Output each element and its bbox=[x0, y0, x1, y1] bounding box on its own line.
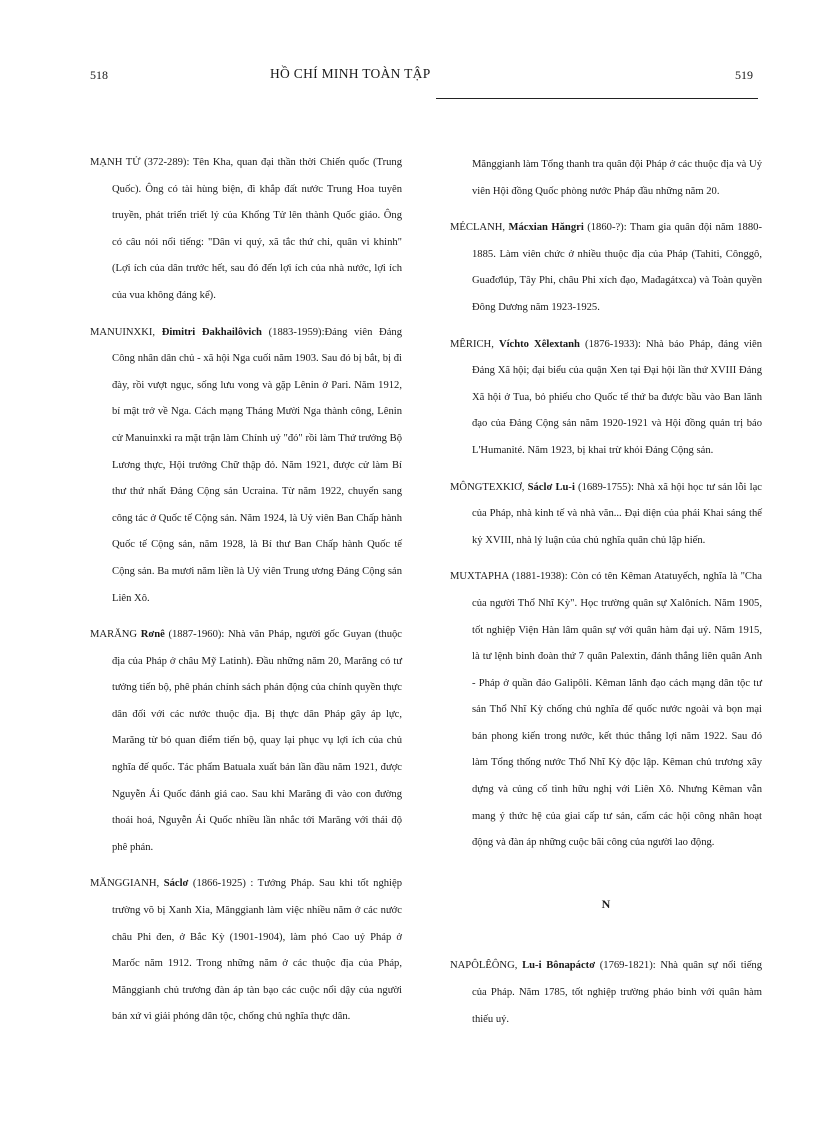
entry-marang bbox=[90, 622, 402, 861]
entry-manh-tu bbox=[90, 150, 402, 310]
book-title: HỒ CHÍ MINH TOÀN TẬP bbox=[270, 66, 431, 81]
left-column bbox=[90, 150, 402, 1041]
entry-manuinxki bbox=[90, 320, 402, 613]
entry-headword: NAPÔLÊÔNG, bbox=[450, 960, 518, 972]
entry-text: (1769-1821): Nhà quân sự nổi tiếng của Pháp. Năm 1785, tốt nghiệp trường pháo binh với quân hàm thiếu uý. bbox=[472, 960, 762, 1025]
entry-alt-name: Rơnê bbox=[140, 629, 165, 641]
entry-alt-name: Sáclơ bbox=[163, 878, 189, 890]
entry-headword: MẠNH TỬ bbox=[90, 157, 141, 168]
entry-text: (1876-1933): Nhà báo Pháp, đảng viên Đảng Xã hội; đại biểu của quận Xen tại Đại hội lần thứ XVIII Đảng Xã hội ở Tua, bỏ phiếu cho Quốc tế thứ ba được bầu vào Ban lãnh đạo của Đảng Cộng sản năm 1920-1921 và Hội đồng quản trị báo L'Humanité. Năm 1923, bị khai trừ khỏi Đảng Cộng sản. bbox=[472, 338, 762, 456]
entry-alt-name: Víchto Xêlextanh bbox=[498, 338, 580, 350]
entry-text: (1883-1959):Đảng viên Đảng Công nhân dân chủ - xã hội Nga cuối năm 1903. Sau đó bị bắt, bị đi đày, rồi vượt ngục, sống lưu vong và gặp Lênin ở Pari. Năm 1912, bí mật trở về Nga. Cách mạng Tháng Mười Nga thành công, Lênin cử Manuinxki ra mặt trận làm Chính uỷ "đỏ" rồi làm Thứ trưởng Bộ Lương thực, Hội trưởng Chữ thập đỏ. Năm 1921, được cử làm Bí thư thứ nhất Đảng Cộng sản Ucraina. Từ năm 1922, chuyển sang công tác ở Quốc tế Cộng sản. Năm 1924, là Uỷ viên Ban Chấp hành Quốc tế Cộng sản, năm 1928, là Bí thư Ban Chấp hành Quốc tế Cộng sản. Ba mươi năm liền là Uỷ viên Trung ương Đảng Cộng sản Liên Xô. bbox=[112, 326, 402, 604]
entry-mongtexkio bbox=[450, 475, 762, 555]
entry-text: (1866-1925) : Tướng Pháp. Sau khi tốt nghiệp trường võ bị Xanh Xia, Mănggianh làm việc nhiều năm ở các nước châu Phi đen, ở Bắc Kỳ (1901-1904), làm phó Cao uỷ Pháp ở Marốc năm 1912. Trong những năm ở các thuộc địa của Pháp, Mănggianh chủ trương đàn áp tàn bạo các cuộc nổi dậy của người bản xứ vì giải phóng dân tộc, chống chủ nghĩa thực dân. bbox=[112, 878, 402, 1023]
entry-meclanh bbox=[450, 215, 762, 321]
entry-headword: MÉCLANH, bbox=[450, 222, 506, 234]
entry-headword: MARĂNG bbox=[90, 629, 138, 641]
left-page-number: 518 bbox=[90, 68, 108, 82]
entry-headword: MANUINXKI, bbox=[90, 326, 156, 338]
entry-headword: MÔNGTEXKIƠ, bbox=[450, 481, 525, 493]
entry-alt-name: Lu-i Bônapáctơ bbox=[522, 960, 596, 972]
entry-merich bbox=[450, 332, 762, 465]
entry-text: (1860-?): Tham gia quân đội năm 1880-1885. Làm viên chức ở nhiều thuộc địa của Pháp (Tahiti, Cônggô, Guađơlúp, Tây Phi, châu Phi xích đạo, Mađagátxca) và Toàn quyền Đông Dương năm 1923-1925. bbox=[472, 222, 762, 313]
entry-text: (1689-1755): Nhà xã hội học tư sản lỗi lạc của Pháp, nhà kinh tế và nhà văn... Đại diện của phái Khai sáng thế kỷ XVIII, nhà lý luận của chủ nghĩa quân chủ lập hiến. bbox=[472, 481, 762, 546]
page-header bbox=[0, 66, 816, 90]
entry-headword: MĂNGGIANH, bbox=[90, 878, 160, 890]
entry-alt-name: Mácxian Hăngri bbox=[508, 222, 584, 234]
entry-headword: MUXTAPHA bbox=[450, 571, 509, 583]
entry-continuation: Mănggianh làm Tổng thanh tra quân đội Pháp ở các thuộc địa và Uỷ viên Hội đồng Quốc phòng nước Pháp đầu những năm 20. bbox=[472, 159, 762, 197]
header-rule bbox=[436, 98, 758, 99]
entry-alt-name: Sáclơ Lu-i bbox=[527, 481, 575, 493]
entry-text: (1887-1960): Nhà văn Pháp, người gốc Guyan (thuộc địa của Pháp ở châu Mỹ Latinh). Đầu những năm 20, Marăng có tư tưởng tiến bộ, phê phán chính sách phản động của chính quyền thực dân đối với các nước thuộc địa. Bị thực dân Pháp gây áp lực, Marăng từ bỏ quan điểm tiến bộ, quay lại phục vụ lợi ích của chủ nghĩa đế quốc. Tác phẩm Batuala xuất bản lần đầu năm 1921, được Nguyễn Ái Quốc đánh giá cao. Sau khi Marăng đi vào con đường thoái hoá, Nguyễn Ái Quốc nhiều lần nhắc tới Marăng với thái độ phê phán. bbox=[112, 629, 402, 853]
entry-text: (372-289): Tên Kha, quan đại thần thời Chiến quốc (Trung Quốc). Ông có tài hùng biện, đi khắp đất nước Trung Hoa tuyên truyền, phát triển triết lý của Khổng Tử lên thành Quốc giáo. Ông có câu nói nổi tiếng: "Dân vi quý, xã tắc thứ chi, quân vi khinh" (Lợi ích của dân trước hết, sau đó đến lợi ích của nhà nước, lợi ích của vua không đáng kể). bbox=[112, 157, 402, 301]
entry-muxtapha bbox=[450, 564, 762, 857]
right-column bbox=[450, 150, 762, 1043]
section-letter-n: N bbox=[601, 896, 611, 911]
entry-headword: MÊRICH, bbox=[450, 338, 494, 350]
entry-manggianh bbox=[90, 871, 402, 1031]
entry-text: (1881-1938): Còn có tên Kêman Atatuyếch, nghĩa là "Cha của người Thổ Nhĩ Kỳ". Học trường quân sự Xalôních. Năm 1905, tốt nghiệp Viện Hàn lâm quân sự với quân hàm đại uý. Năm 1915, là tư lệnh binh đoàn thứ 7 quân Palextin, đánh thắng liên quân Anh - Pháp ở quần đảo Galipôli. Kêman lãnh đạo cách mạng dân tộc tư sản Thổ Nhĩ Kỳ chống chủ nghĩa đế quốc nước ngoài và bọn mại bản phong kiến trong nước, kết thúc thắng lợi năm 1922. Sau đó làm Tổng thống nước Thổ Nhĩ Kỳ độc lập. Kêman chủ trương xây dựng và củng cố tình hữu nghị với Liên Xô. Nhưng Kêman vẫn mang ý thức hệ của giai cấp tư sản, cấm các hội công nhân hoạt động và đàn áp những cuộc bãi công của người lao động. bbox=[472, 571, 762, 849]
right-page-number: 519 bbox=[735, 68, 753, 82]
entry-napoleong bbox=[450, 953, 762, 1033]
entry-alt-name: Đimitri Đakhailôvich bbox=[161, 326, 262, 338]
